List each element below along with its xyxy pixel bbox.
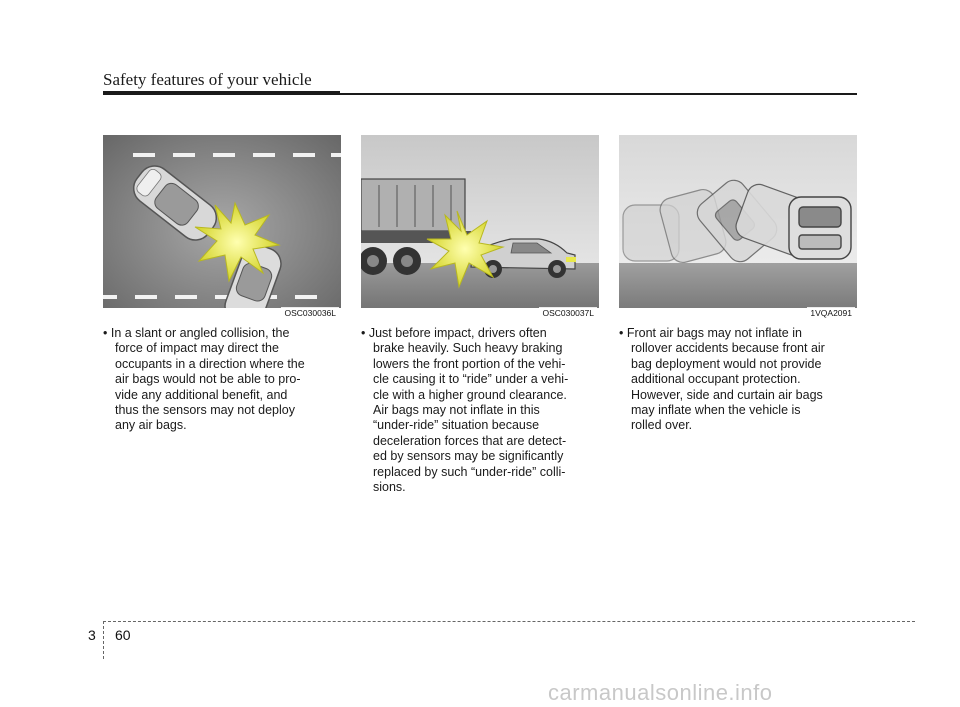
text-line: “under-ride” situation because (373, 418, 540, 433)
figure-slant-collision (103, 135, 341, 321)
text-line: any air bags. (115, 418, 187, 433)
text-line: cle causing it to “ride” under a vehi- (373, 372, 569, 387)
text-line: occupants in a direction where the (115, 356, 305, 371)
text-line: additional occupant protection. (631, 372, 801, 387)
text-line: ed by sensors may be significantly (373, 449, 564, 464)
footer-divider (103, 621, 104, 659)
text-line: lowers the front portion of the vehi- (373, 356, 566, 371)
text-line: may inflate when the vehicle is (631, 403, 801, 418)
text-line: vide any additional benefit, and (115, 387, 288, 402)
figure-code: OSC030037L (539, 307, 597, 320)
figure-under-ride (361, 135, 599, 321)
text-line: force of impact may direct the (115, 341, 279, 356)
text-line: Air bags may not inflate in this (373, 403, 540, 418)
rollover-illustration (619, 135, 857, 321)
text-line: • Just before impact, drivers often (361, 326, 547, 340)
text-line: air bags would not be able to pro- (115, 372, 301, 387)
header-rule (103, 91, 340, 95)
watermark: carmanualsonline.info (548, 680, 773, 705)
page-number: 60 (115, 627, 131, 643)
figure-code: OSC030036L (281, 307, 339, 320)
text-line: bag deployment would not provide (631, 356, 822, 371)
footer-rule (103, 621, 915, 622)
bullet-rollover (619, 326, 857, 434)
text-line: replaced by such “under-ride” colli- (373, 464, 566, 479)
chapter-number: 3 (88, 627, 96, 643)
text-line: rollover accidents because front air (631, 341, 825, 356)
bullet-under-ride (361, 326, 599, 495)
text-line: sions. (373, 480, 406, 495)
text-line: deceleration forces that are detect- (373, 433, 567, 448)
figure-rollover (619, 135, 857, 321)
text-line: cle with a higher ground clearance. (373, 387, 567, 402)
slant-collision-illustration (103, 135, 341, 321)
text-line: • Front air bags may not inflate in (619, 326, 802, 340)
header-rule-thin (340, 93, 857, 95)
bullet-slant-collision (103, 326, 341, 434)
text-line: thus the sensors may not deploy (115, 403, 295, 418)
text-line: However, side and curtain air bags (631, 387, 823, 402)
under-ride-illustration (361, 135, 599, 321)
text-line: rolled over. (631, 418, 693, 433)
text-line: brake heavily. Such heavy braking (373, 341, 563, 356)
text-line: • In a slant or angled collision, the (103, 326, 290, 340)
page-header-title: Safety features of your vehicle (103, 70, 312, 89)
figure-code: 1VQA2091 (807, 307, 855, 320)
